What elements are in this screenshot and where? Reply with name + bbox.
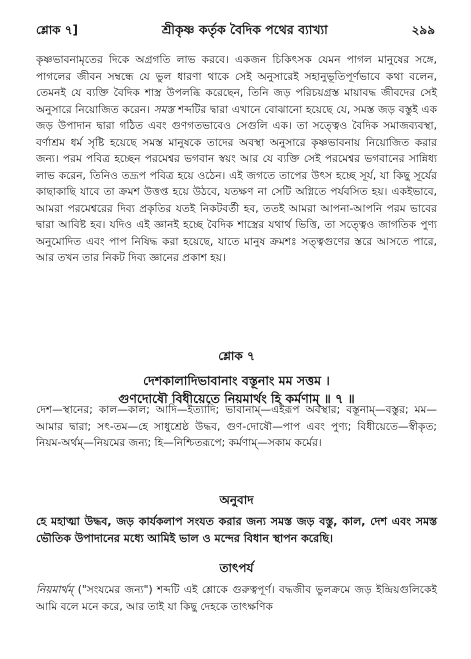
purport-text: ("সংযমের জন্য") শব্দটি এই শ্লোকে গুরুত্বপূর্ণ। বদ্ধজীব ভুলক্রমে জড় ইন্দ্রিয়গুলিকেই আমি বলে মনে করে, আর তাই যা কিছু দেহকে তাৎক্ষণিক [36, 584, 437, 613]
paragraph-italic-term: সমস্ত [153, 103, 175, 116]
verse-heading: শ্লোক ৭ [218, 349, 255, 363]
header-title: শ্রীকৃষ্ণ কর্তৃক বৈদিক পথের ব্যাখ্যা [161, 22, 328, 37]
verse-line-1: দেশকালাদিভাবানাং বস্তূনাং মম সত্তম । [143, 373, 330, 388]
page-number: ২৯৯ [411, 23, 435, 37]
paragraph-text-continued: শব্দটির দ্বারা এখানে বোঝানো হয়েছে যে, সমস্ত জড় বস্তুই এক জড় উপাদান দ্বারা গঠিত এবং গুণগতভাবেও সেগুলি এক। তা সত্ত্বেও বৈদিক সমাজব্যবস্থা, বর্ণাশ্রম ধর্ম সৃষ্টি হয়েছে সমস্ত মানুষকে তাদের অবস্থা অনুসারে কৃষ্ণভাবনায় নিয়োজিত করার জন্য। পরম পবিত্র হচ্ছেন পরমেশ্বর ভগবান স্বয়ং আর যে ব্যক্তি সেই পরমেশ্বর ভগবানের সান্নিধ্য লাভ করেন, তিনিও তদ্রূপ পবিত্র হয়ে ওঠেন। এই জগতে তাপের উৎস হচ্ছে সূর্য, যা কিছু সূর্যের কাছাকাছি যাবে তা ক্রমশ উত্তপ্ত হয়ে উঠবে, যতক্ষণ না সেটি অগ্নিতে পর্যবসিত হয়। একইভাবে, আমরা পরমেশ্বরের দিব্য প্রকৃতির যতই নিকটবর্তী হব, ততই আমরা আপনা-আপনি পরম ভাবের দ্বারা আবিষ্ট হব। যদিও এই জ্ঞানই হচ্ছে বৈদিক শাস্ত্রের যথার্থ ভিত্তি, তা সত্ত্বেও জাগতিক পুণ্য অনুমোদিত এবং পাপ নিষিদ্ধ করা হয়েছে, যাতে মানুষ ক্রমশঃ সত্ত্বগুণের স্তরে আসতে পারে, আর তখন তার নিকট দিব্য জ্ঞানের প্রকাশ হয়। [36, 103, 437, 264]
purport-paragraph [36, 582, 437, 615]
paragraph-text: কৃষ্ণভাবনামৃতের দিকে অগ্রগতি লাভ করবে। একজন চিকিৎসক যেমন পাগল মানুষের সঙ্গে, পাগলের জীবন সম্বন্ধে যে ভুল ধারণা থাকে সেই অনুসারেই সহানুভূতিপূর্ণভাবে কথা বলেন, তেমনই যে ব্যক্তি বৈদিক শাস্ত্র উপলব্ধি করেছেন, তিনি জড় পরিচয়গ্রস্ত মায়াবদ্ধ জীবদের সেই অনুসারে নিয়োজিত করেন। [36, 54, 437, 116]
purport-heading: তাৎপর্য [219, 561, 254, 575]
purport-section [36, 560, 437, 615]
verse-line-2: গুণদোষৌ বিধীয়েতে নিয়মার্থং হি কর্মণাম্ ॥ ৭ ॥ [118, 391, 355, 406]
translation-section [36, 492, 437, 547]
translation-heading: অনুবাদ [219, 493, 254, 507]
running-header [36, 22, 435, 42]
verse-block [36, 348, 437, 408]
translation-text: হে মহাত্মা উদ্ধব, জড় কার্যকলাপ সংযত করার জন্য সমস্ত জড় বস্তু, কাল, দেশ এবং সমস্ত ভৌতিক উপাদানের মধ্যে আমিই ভাল ও মন্দের বিধান স্থাপন করেছি। [36, 515, 437, 545]
purport-italic-term: নিয়মার্থম্ [36, 584, 74, 596]
word-synonyms: দেশ—স্থানের; কাল—কাল; আদি—ইত্যাদি; ভাবানাম্—এইরূপ অবস্থার; বস্তূনাম্—বস্তুর; মম—আমার দ্বারা; সৎ-তম—হে সাধুশ্রেষ্ঠ উদ্ধব, গুণ-দোষৌ—পাপ এবং পুণ্য; বিধীয়েতে—স্বীকৃত; নিয়ম-অর্থম্—নিয়মের জন্য; হি—নিশ্চিতরূপে; কর্মণাম্—সকাম কর্মের। [36, 404, 437, 449]
header-verse-ref: শ্লোক ৭] [36, 23, 79, 37]
body-paragraph [36, 52, 437, 267]
